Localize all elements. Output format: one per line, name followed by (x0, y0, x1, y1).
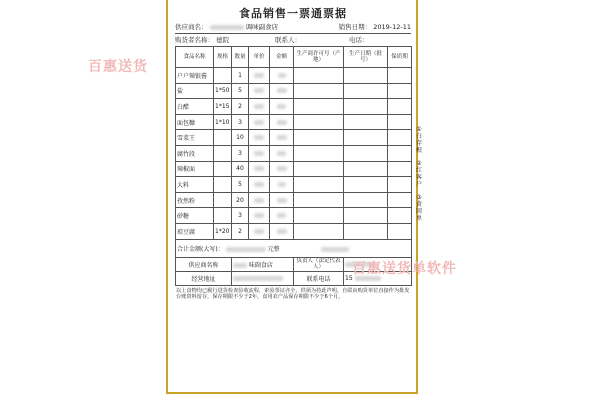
col-header: 生产商许可号（产地） (294, 47, 344, 68)
col-header: 单价 (249, 47, 270, 68)
sup-name-label: 供应商名称 (176, 257, 232, 271)
item-shelf-life (388, 161, 412, 177)
item-amount (270, 68, 294, 84)
item-shelf-life (388, 68, 412, 84)
item-batch (344, 68, 388, 84)
phone-label: 电话： (349, 36, 369, 44)
item-unit-price-redacted (254, 135, 264, 140)
item-name: 辣椒面 (176, 161, 214, 177)
contact-label: 联系人： (275, 36, 301, 44)
item-unit-price (249, 99, 270, 115)
item-amount (270, 99, 294, 115)
item-name: 盐 (176, 83, 214, 99)
item-unit-price (249, 145, 270, 161)
table-row (176, 223, 412, 239)
item-unit-price (249, 68, 270, 84)
item-amount-redacted (277, 229, 287, 234)
item-qty: 3 (232, 114, 249, 130)
item-amount (270, 145, 294, 161)
item-amount (270, 223, 294, 239)
item-unit-price-redacted (254, 166, 264, 171)
item-qty: 2 (232, 223, 249, 239)
item-name: 大料 (176, 177, 214, 193)
item-batch (344, 99, 388, 115)
table-row (176, 99, 412, 115)
supplier-redacted (210, 25, 244, 30)
item-amount (270, 192, 294, 208)
item-license (294, 83, 344, 99)
item-license (294, 177, 344, 193)
item-unit-price (249, 83, 270, 99)
item-name: 户户辣银酱 (176, 68, 214, 84)
item-spec (214, 192, 232, 208)
item-batch (344, 192, 388, 208)
item-spec: 1*15 (214, 99, 232, 115)
total-row (176, 239, 412, 257)
item-spec (214, 130, 232, 146)
buyer-field (175, 34, 275, 46)
item-qty: 2 (232, 99, 249, 115)
item-shelf-life (388, 192, 412, 208)
item-unit-price-redacted (254, 229, 264, 234)
side-note: ③黄回单 (415, 194, 422, 222)
item-spec: 1*20 (214, 223, 232, 239)
item-license (294, 68, 344, 84)
item-amount (270, 83, 294, 99)
item-qty: 40 (232, 161, 249, 177)
item-unit-price-redacted (254, 151, 264, 156)
item-qty: 5 (232, 177, 249, 193)
item-batch (344, 177, 388, 193)
item-unit-price (249, 208, 270, 224)
table-row (176, 208, 412, 224)
item-qty: 10 (232, 130, 249, 146)
item-qty: 3 (232, 145, 249, 161)
item-qty: 3 (232, 208, 249, 224)
item-unit-price-redacted (254, 182, 264, 187)
side-note: ①白存根 (415, 126, 422, 154)
table-row (176, 130, 412, 146)
item-unit-price (249, 130, 270, 146)
col-header: 生产日期（批号） (344, 47, 388, 68)
item-amount-redacted (278, 182, 286, 187)
table-row (176, 114, 412, 130)
item-license (294, 192, 344, 208)
receipt-frame (166, 0, 422, 394)
phone-value: 15 (345, 274, 353, 282)
item-license (294, 99, 344, 115)
total-number-redacted (321, 247, 349, 252)
col-header: 规格 (214, 47, 232, 68)
address-label: 经营地址 (176, 271, 232, 285)
copy-legend (415, 126, 423, 228)
buyer-name: 德院 (216, 36, 230, 44)
address-redacted (233, 276, 283, 281)
item-unit-price (249, 177, 270, 193)
item-unit-price (249, 114, 270, 130)
item-name: 孜然粉 (176, 192, 214, 208)
item-unit-price-redacted (254, 213, 264, 218)
item-unit-price-redacted (254, 73, 264, 78)
total-cell (176, 239, 412, 257)
table-row (176, 83, 412, 99)
total-suffix: 元整 (267, 245, 280, 253)
item-unit-price (249, 223, 270, 239)
item-amount (270, 130, 294, 146)
sup-name-redacted (233, 263, 247, 268)
item-amount-redacted (277, 104, 286, 109)
item-unit-price-redacted (254, 198, 264, 203)
item-shelf-life (388, 99, 412, 115)
item-unit-price (249, 161, 270, 177)
item-spec: 1*10 (214, 114, 232, 130)
col-header: 保质期 (388, 47, 412, 68)
item-name: 白醋 (176, 99, 214, 115)
item-batch (344, 114, 388, 130)
item-spec (214, 68, 232, 84)
contact-phone-label: 联系电话 (294, 271, 344, 285)
item-spec (214, 208, 232, 224)
item-amount-redacted (277, 198, 287, 203)
total-amount-redacted (226, 247, 266, 252)
item-shelf-life (388, 177, 412, 193)
item-unit-price-redacted (254, 120, 264, 125)
item-unit-price-redacted (254, 88, 264, 93)
item-shelf-life (388, 114, 412, 130)
item-spec: 1*50 (214, 83, 232, 99)
supplier-label: 供应商名： (175, 23, 208, 31)
item-name: 砂糖 (176, 208, 214, 224)
item-amount (270, 114, 294, 130)
item-amount (270, 161, 294, 177)
item-name: 琼豆腐 (176, 223, 214, 239)
item-amount-redacted (277, 151, 286, 156)
items-body (176, 68, 412, 240)
items-table (175, 46, 412, 286)
buyer-line (175, 34, 411, 46)
item-batch (344, 223, 388, 239)
item-license (294, 161, 344, 177)
sup-name-cell (232, 257, 294, 271)
table-row (176, 68, 412, 84)
item-unit-price (249, 192, 270, 208)
item-qty: 20 (232, 192, 249, 208)
table-header-row (176, 47, 412, 68)
item-license (294, 223, 344, 239)
item-amount (270, 177, 294, 193)
sale-date-label: 销售日期： (338, 23, 372, 31)
item-amount-redacted (277, 120, 287, 125)
item-batch (344, 161, 388, 177)
item-unit-price-redacted (254, 104, 264, 109)
total-label: 合计金额(大写)： (177, 245, 224, 253)
supplier-name: 调味副食店 (245, 23, 279, 31)
receipt-header-line (175, 22, 411, 34)
col-header: 金额 (270, 47, 294, 68)
item-batch (344, 130, 388, 146)
item-batch (344, 208, 388, 224)
item-license (294, 114, 344, 130)
item-amount-redacted (277, 166, 287, 171)
item-name: 腐竹段 (176, 145, 214, 161)
table-row (176, 177, 412, 193)
item-spec (214, 145, 232, 161)
item-shelf-life (388, 130, 412, 146)
col-header: 食品名称 (176, 47, 214, 68)
address-value (232, 271, 294, 285)
col-header: 数量 (232, 47, 249, 68)
item-shelf-life (388, 223, 412, 239)
supplier-field (175, 22, 278, 33)
receipt-title: 食品销售一票通票据 (239, 7, 347, 20)
item-qty: 5 (232, 83, 249, 99)
sup-name-value: 味副食店 (248, 261, 273, 269)
table-row (176, 192, 412, 208)
item-amount-redacted (278, 73, 286, 78)
item-spec (214, 177, 232, 193)
table-row (176, 161, 412, 177)
watermark: 百惠送货 (88, 59, 148, 75)
sale-date-field (339, 22, 411, 33)
item-amount (270, 208, 294, 224)
item-license (294, 130, 344, 146)
item-name: 雪菜王 (176, 130, 214, 146)
item-amount-redacted (277, 213, 286, 218)
item-qty: 1 (232, 68, 249, 84)
item-batch (344, 145, 388, 161)
item-spec (214, 161, 232, 177)
watermark: 百惠送货单软件 (352, 261, 457, 277)
item-amount-redacted (277, 88, 287, 93)
footnote: 以上食物均已履行进货检查验收流程，索验票证齐全，供须为持此声明。自联由购货单位直接作为批发台账资料留存，保存期限不少于2年，食用农产品保存期限不少于6个月。 (176, 287, 410, 300)
item-batch (344, 83, 388, 99)
item-shelf-life (388, 83, 412, 99)
buyer-label: 购货者名称： (175, 36, 214, 44)
item-license (294, 208, 344, 224)
table-row (176, 145, 412, 161)
item-name: 面包糠 (176, 114, 214, 130)
sale-date: 2019-12-11 (373, 23, 411, 31)
side-note: ②红客户 (415, 160, 422, 188)
item-amount-redacted (277, 135, 287, 140)
item-shelf-life (388, 145, 412, 161)
item-license (294, 145, 344, 161)
item-shelf-life (388, 208, 412, 224)
legal-rep-label: 负责人（法定代表人） (294, 257, 344, 271)
